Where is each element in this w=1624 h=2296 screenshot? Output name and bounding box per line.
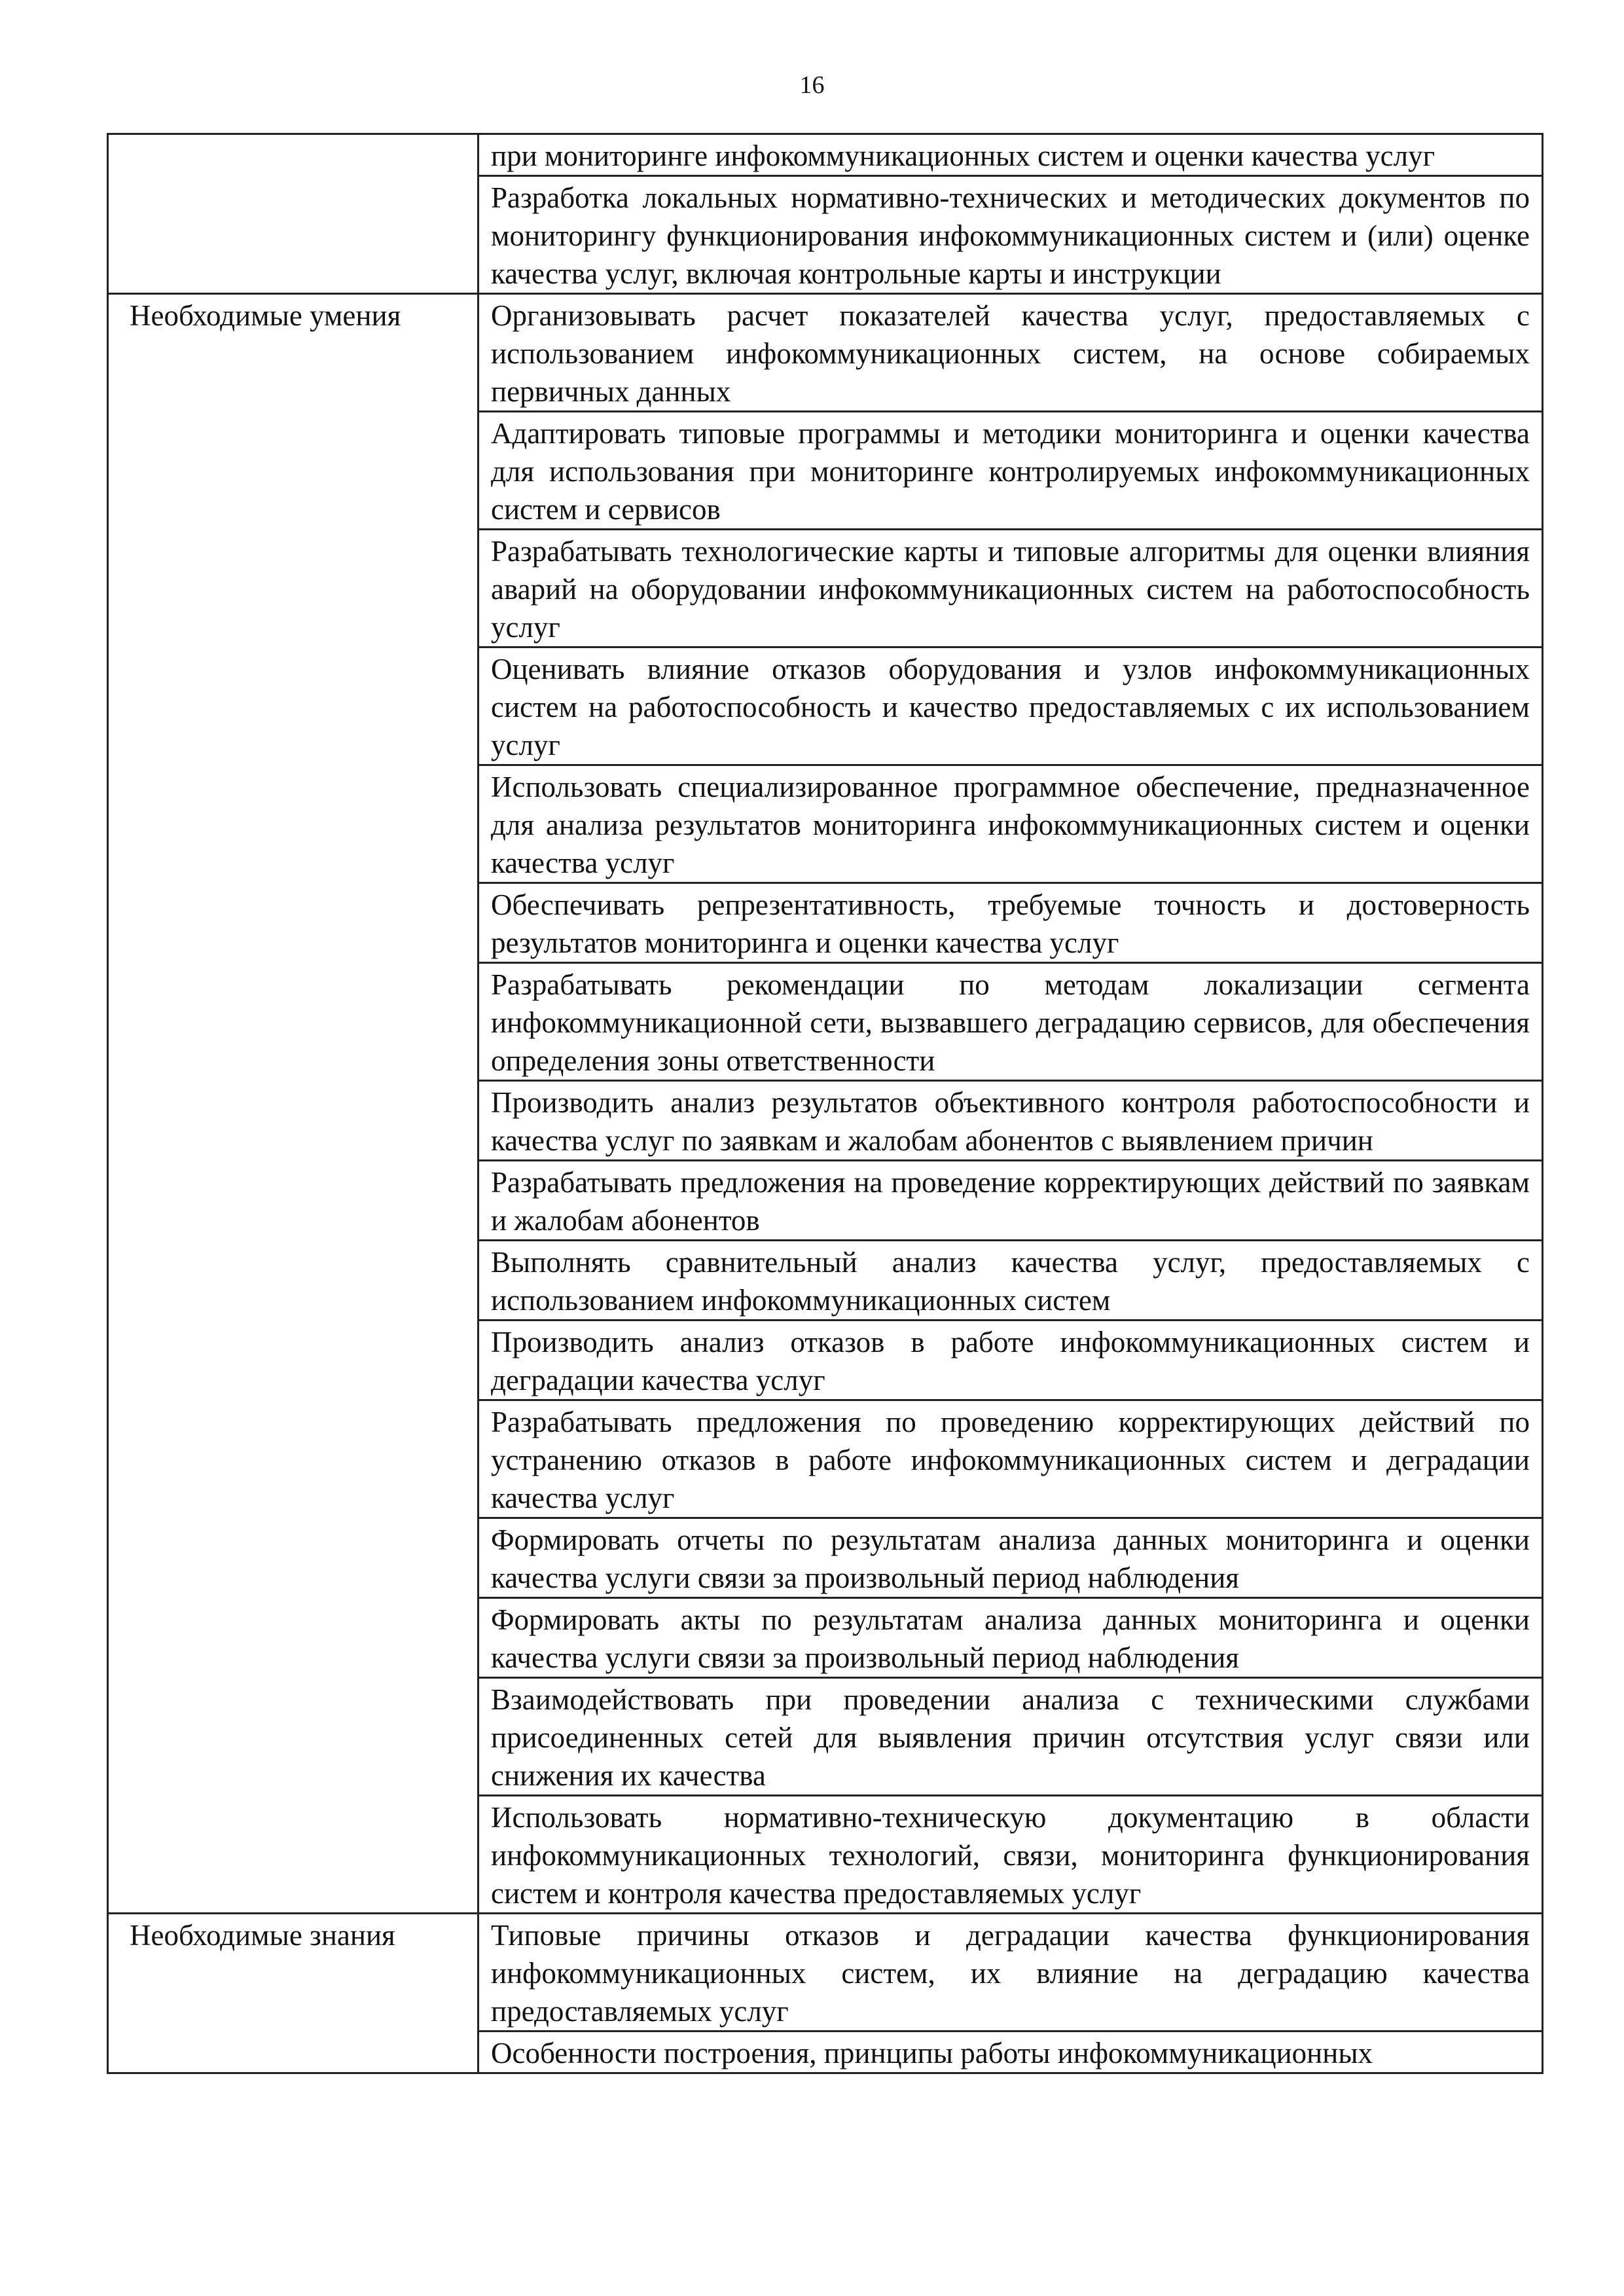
competency-table [107,133,1543,2074]
requirement-text: Разрабатывать предложения на проведение корректирующих действий по заявкам и жалобам абонентов [478,1161,1543,1241]
requirement-text: Особенности построения, принципы работы инфокоммуникационных [478,2032,1543,2073]
requirement-text: Взаимодействовать при проведении анализа с техническими службами присоединенных сетей для выявления причин отсутствия услуг связи или снижения их качества [478,1678,1543,1796]
requirement-text: Обеспечивать репрезентативность, требуемые точность и достоверность результатов мониторинга и оценки качества услуг [478,883,1543,963]
requirement-text: Адаптировать типовые программы и методики мониторинга и оценки качества для использования при мониторинге контролируемых инфокоммуникационных систем и сервисов [478,412,1543,530]
requirement-text: Типовые причины отказов и деградации качества функционирования инфокоммуникационных систем, их влияние на деградацию качества предоставляемых услуг [478,1914,1543,2032]
table-row [108,294,1543,412]
section-label: Необходимые умения [108,294,478,1914]
requirement-text: Разрабатывать рекомендации по методам локализации сегмента инфокоммуникационной сети, вызвавшего деградацию сервисов, для обеспечения определения зоны ответственности [478,963,1543,1081]
requirement-text: Производить анализ отказов в работе инфокоммуникационных систем и деградации качества услуг [478,1321,1543,1400]
requirement-text: Организовывать расчет показателей качества услуг, предоставляемых с использованием инфокоммуникационных систем, на основе собираемых первичных данных [478,294,1543,412]
competency-table-body [108,134,1543,2073]
competency-table-wrapper [107,133,1542,2074]
requirement-text: Использовать специализированное программное обеспечение, предназначенное для анализа результатов мониторинга инфокоммуникационных систем и оценки качества услуг [478,765,1543,883]
table-row [108,134,1543,176]
section-label [108,134,478,294]
section-label: Необходимые знания [108,1914,478,2073]
page-number: 16 [799,71,825,99]
requirement-text: Выполнять сравнительный анализ качества услуг, предоставляемых с использованием инфокоммуникационных систем [478,1241,1543,1321]
requirement-text: Разработка локальных нормативно-технических и методических документов по мониторингу функционирования инфокоммуникационных систем и (или) оценке качества услуг, включая контрольные карты и инструкции [478,176,1543,294]
requirement-text: Оценивать влияние отказов оборудования и узлов инфокоммуникационных систем на работоспособность и качество предоставляемых с их использованием услуг [478,647,1543,765]
requirement-text: Разрабатывать технологические карты и типовые алгоритмы для оценки влияния аварий на оборудовании инфокоммуникационных систем на работоспособность услуг [478,530,1543,647]
requirement-text: Производить анализ результатов объективного контроля работоспособности и качества услуг по заявкам и жалобам абонентов с выявлением причин [478,1081,1543,1161]
requirement-text: Разрабатывать предложения по проведению корректирующих действий по устранению отказов в работе инфокоммуникационных систем и деградации качества услуг [478,1400,1543,1518]
requirement-text: Формировать акты по результатам анализа данных мониторинга и оценки качества услуги связи за произвольный период наблюдения [478,1598,1543,1678]
table-row [108,1914,1543,2032]
requirement-text: Формировать отчеты по результатам анализа данных мониторинга и оценки качества услуги связи за произвольный период наблюдения [478,1518,1543,1598]
requirement-text: Использовать нормативно-техническую документацию в области инфокоммуникационных технологий, связи, мониторинга функционирования систем и контроля качества предоставляемых услуг [478,1796,1543,1914]
requirement-text: при мониторинге инфокоммуникационных систем и оценки качества услуг [478,134,1543,176]
